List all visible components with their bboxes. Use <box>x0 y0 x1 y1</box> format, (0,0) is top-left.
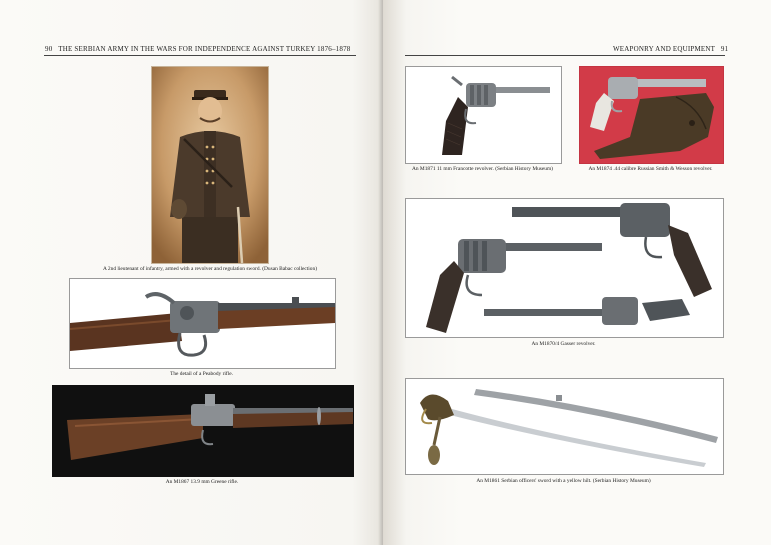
francotte-revolver-image <box>406 67 561 163</box>
sword-caption: An M1861 Serbian officers' sword with a yellow hilt. (Serbian History Museum) <box>476 478 651 484</box>
left-running-head <box>45 45 350 53</box>
greene-rifle-photo <box>52 385 354 477</box>
peabody-caption: The detail of a Peabody rifle. <box>170 371 233 377</box>
right-folio: 91 <box>720 45 729 53</box>
greene-rifle-image <box>53 386 353 476</box>
smith-wesson-photo <box>579 66 724 164</box>
right-running-title: WEAPONRY AND EQUIPMENT <box>613 45 716 53</box>
right-page <box>383 0 771 545</box>
peabody-rifle-photo <box>69 278 336 369</box>
portrait-photo <box>151 66 269 264</box>
francotte-caption: An M1871 11 mm Francotte revolver. (Serbian History Museum) <box>412 166 553 172</box>
portrait-caption: A 2nd lieutenant of infantry, armed with a revolver and regulation sword. (Dusan Babac collection) <box>102 266 317 272</box>
gasser-revolver-image <box>406 199 723 337</box>
right-running-head <box>613 45 728 53</box>
officer-portrait-image <box>152 67 268 263</box>
left-page <box>0 0 383 545</box>
left-folio: 90 <box>45 45 53 53</box>
gasser-caption: An M1870/4 Gasser revolver. <box>531 341 596 347</box>
left-running-title: THE SERBIAN ARMY IN THE WARS FOR INDEPENDENCE AGAINST TURKEY 1876–1878 <box>58 45 351 53</box>
smith-wesson-caption: An M1874 .44 calibre Russian Smith & Wesson revolver. <box>588 166 713 172</box>
left-header-rule <box>44 55 356 56</box>
francotte-revolver-photo <box>405 66 562 164</box>
greene-caption: An M1867 13.9 mm Greene rifle. <box>165 479 239 485</box>
peabody-rifle-image <box>70 279 335 368</box>
officers-sword-image <box>406 379 723 474</box>
officers-sword-photo <box>405 378 724 475</box>
right-header-rule <box>405 55 725 56</box>
smith-wesson-image <box>580 67 723 163</box>
gasser-revolver-photo <box>405 198 724 338</box>
